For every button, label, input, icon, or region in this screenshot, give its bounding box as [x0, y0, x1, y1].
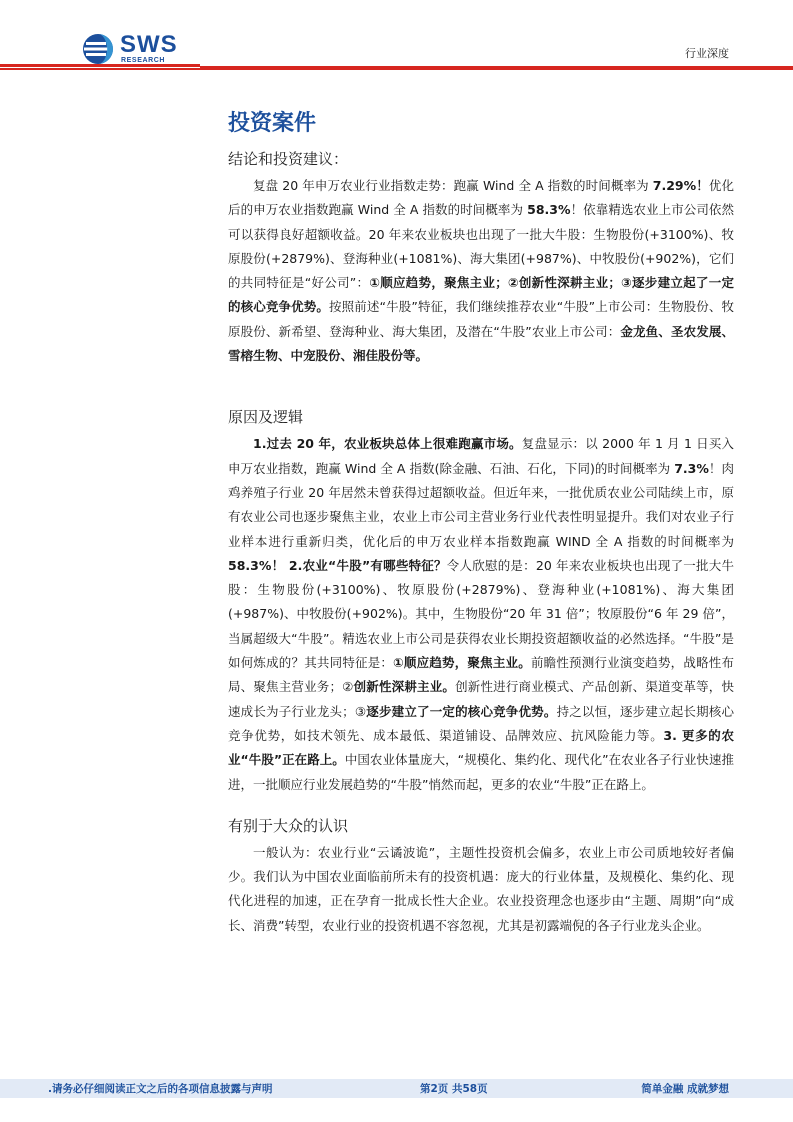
page-title: 投资案件: [228, 111, 317, 136]
section-heading-different-view: 有别于大众的认识: [228, 816, 349, 835]
header-rule-right: [200, 66, 793, 70]
text-run: 中国农业体量庞大，“规模化、集约化、现代化”在农业各子行业快速推进，一批顺应行业发展趋势的“牛股”悄然而起，更多的农业“牛股”正在路上。: [228, 752, 734, 792]
footer-slogan: 简单金融 成就梦想: [641, 1083, 729, 1095]
text-run: 创新性进行商业模式、产品创新、渠道变革等，快速成长为子行业龙头；③: [228, 679, 734, 719]
text-run: ！依靠精选农业上市公司依然可以获得良好超额收益。20 年来农业板块也出现了一批大牛股：生物股份(+3100%)、牧原股份(+2879%)、登海种业(+1081%)、海大集团(+987%)、中牧股份(+902%)，它们的共同特征是“好公司”：: [228, 202, 734, 291]
section-paragraph: [228, 174, 734, 368]
logo-subtitle: RESEARCH: [121, 56, 166, 64]
report-body: [228, 108, 734, 938]
bold-text-run: 58.3%: [527, 202, 571, 218]
text-run: 优化后的申万农业指数跑赢 Wind 全 A 指数的时间概率为: [228, 178, 734, 218]
bold-text-run: 1.过去 20 年，农业板块总体上很难跑赢市场。: [253, 436, 522, 452]
sws-logo-icon: [82, 33, 114, 65]
bold-text-run: 3. 更多的农业“牛股”正在路上。: [228, 727, 734, 768]
bold-text-run: 逐步建立了一定的核心竞争优势。: [366, 703, 557, 719]
text-run: 令人欣慰的是：20 年来农业板块也出现了一批大牛股：生物股份(+3100%)、牧原股份(+2879%)、登海种业(+1081%)、海大集团(+987%)、中牧股份(+902%)。其中，生物股份“20 年 31 倍”；牧原股份“6 年 29 倍”，当属超级大“牛股”。精选农业上市公司是获得农业长期投资超额收益的必然选择。“牛股”是如何炼成的？其共同特征是：: [228, 557, 734, 671]
header-rule-left-lower: [0, 68, 200, 70]
footer-page-number: 第2页 共58页: [420, 1083, 488, 1095]
section-heading-conclusion: 结论和投资建议：: [228, 150, 349, 168]
bold-text-run: 7.3%: [674, 460, 709, 476]
bold-text-run: 创新性深耕主业。: [353, 679, 456, 695]
section-paragraph: [228, 841, 734, 938]
text-run: 前瞻性预测行业演变趋势，战略性布局、聚焦主营业务；②: [228, 655, 734, 695]
text-run: 复盘 20 年申万农业行业指数走势：跑赢 Wind 全 A 指数的时间概率为: [253, 178, 653, 193]
header-rule-left: [0, 64, 200, 67]
text-run: 一般认为：农业行业“云谲波诡”，主题性投资机会偏多，农业上市公司质地较好者偏少。我们认为中国农业面临前所未有的投资机遇：庞大的行业体量，及规模化、集约化、现代化进程的加速，正在孕育一批成长性大企业。农业投资理念也逐步由“主题、周期”向“成长、消费”转型，农业行业的投资机遇不容忽视，尤其是初露端倪的各子行业龙头企业。: [228, 844, 734, 933]
bold-text-run: ①顺应趋势，聚焦主业；②创新性深耕主业；③逐步建立起了一定的核心竞争优势。: [228, 275, 734, 315]
text-run: ！肉鸡养殖子行业 20 年居然未曾获得过超额收益。但近年来，一批优质农业公司陆续上市，原有农业公司也逐步聚焦主业，农业上市公司主营业务行业代表性明显提升。我们对农业子行业样本进行重新归类，优化后的申万农业样本指数跑赢 WIND 全 A 指数的时间概率为: [228, 460, 734, 549]
section-heading-reasons: 原因及逻辑: [228, 408, 304, 427]
text-run: 持之以恒，逐步建立起长期核心竞争优势，如技术领先、成本最低、渠道铺设、品牌效应、抗风险能力等。: [228, 703, 734, 743]
text-run: 按照前述“牛股”特征，我们继续推荐农业“牛股”上市公司：生物股份、牧原股份、新希望、登海种业、海大集团，及潜在“牛股”农业上市公司：: [228, 299, 734, 339]
bold-text-run: ①顺应趋势，聚焦主业。: [393, 655, 531, 671]
bold-text-run: 7.29%！: [652, 178, 709, 193]
bold-text-run: 58.3%！ 2.农业“牛股”有哪些特征？: [228, 557, 447, 573]
footer-disclaimer: .请务必仔细阅读正文之后的各项信息披露与声明: [48, 1083, 273, 1095]
page-footer: [0, 1079, 793, 1098]
section-paragraph: [228, 432, 734, 796]
page-header: [0, 0, 793, 80]
text-run: 复盘显示：以 2000 年 1 月 1 日买入申万农业指数，跑赢 Wind 全 A 指数(除金融、石油、石化，下同)的时间概率为: [228, 436, 735, 476]
bold-text-run: 金龙鱼、圣农发展、雪榕生物、中宠股份、湘佳股份等。: [228, 323, 734, 364]
logo-wordmark: SWS: [120, 30, 178, 58]
sws-logo: [82, 30, 178, 65]
report-type-label: 行业深度: [685, 47, 729, 60]
